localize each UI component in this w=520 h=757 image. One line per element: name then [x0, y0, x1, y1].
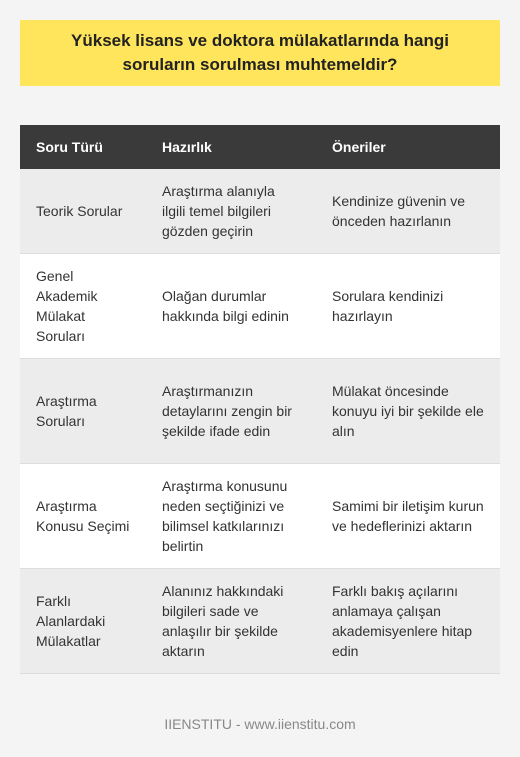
question-type-cell: Araştırma Soruları [20, 358, 146, 463]
recommendation-cell: Samimi bir iletişim kurun ve hedeflerinizi aktarın [316, 463, 500, 568]
preparation-cell: Araştırmanızın detaylarını zengin bir şekilde ifade edin [146, 358, 316, 463]
preparation-cell: Alanınız hakkındaki bilgileri sade ve anlaşılır bir şekilde aktarın [146, 568, 316, 673]
table-row [20, 253, 500, 358]
table-header-row [20, 125, 500, 169]
column-header-question-type: Soru Türü [20, 125, 146, 169]
table-row [20, 169, 500, 253]
page-title: Yüksek lisans ve doktora mülakatlarında hangi soruların sorulması muhtemeldir? [71, 31, 449, 74]
preparation-cell: Araştırma alanıyla ilgili temel bilgileri gözden geçirin [146, 169, 316, 253]
question-type-cell: Genel Akademik Mülakat Soruları [20, 253, 146, 358]
recommendation-cell: Mülakat öncesinde konuyu iyi bir şekilde ele alın [316, 358, 500, 463]
recommendation-cell: Kendinize güvenin ve önceden hazırlanın [316, 169, 500, 253]
footer-credit: IIENSTITU - www.iienstitu.com [164, 716, 356, 732]
table-row [20, 463, 500, 568]
question-type-cell: Farklı Alanlardaki Mülakatlar [20, 568, 146, 673]
preparation-cell: Araştırma konusunu neden seçtiğinizi ve bilimsel katkılarınızı belirtin [146, 463, 316, 568]
table-row [20, 568, 500, 673]
recommendation-cell: Sorulara kendinizi hazırlayın [316, 253, 500, 358]
preparation-cell: Olağan durumlar hakkında bilgi edinin [146, 253, 316, 358]
title-banner [20, 20, 500, 86]
recommendation-cell: Farklı bakış açılarını anlamaya çalışan akademisyenlere hitap edin [316, 568, 500, 673]
column-header-preparation: Hazırlık [146, 125, 316, 169]
interview-questions-table [20, 125, 500, 674]
table-row [20, 358, 500, 463]
question-type-cell: Araştırma Konusu Seçimi [20, 463, 146, 568]
question-type-cell: Teorik Sorular [20, 169, 146, 253]
column-header-recommendations: Öneriler [316, 125, 500, 169]
